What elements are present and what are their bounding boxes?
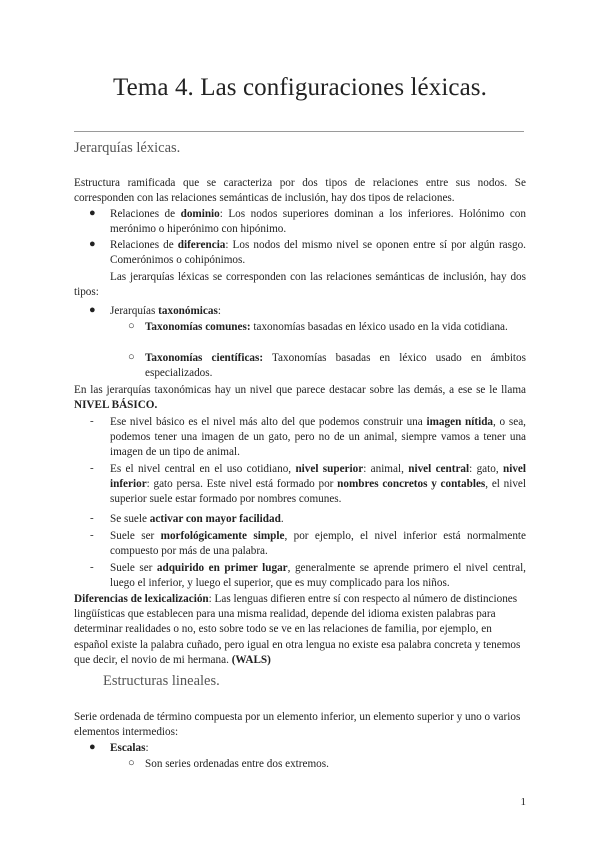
intro-paragraph: Estructura ramificada que se caracteriza por dos tipos de relaciones entre sus nodos. Se corresponden con las relaciones semánticas de inclusión, hay dos tipos de relaciones.: [74, 177, 526, 205]
circle-bullet-icon: ○: [128, 351, 135, 363]
paragraph-estructuras: Serie ordenada de término compuesta por un elemento inferior, un elemento superior y uno o varios elementos intermedios:: [74, 711, 521, 739]
circle-bullet-icon: ○: [128, 757, 135, 769]
sublist-item-escalas: Son series ordenadas entre dos extremos.: [145, 758, 329, 770]
title-divider: [74, 131, 524, 132]
sublist-item-taxonomias-cientificas: Taxonomías científicas: Taxonomías basadas en léxico usado en ámbitos especializados.: [145, 352, 526, 380]
paragraph-nivel-basico: En las jerarquías taxonómicas hay un nivel que parece destacar sobre las demás, a ese se le llama NIVEL BÁSICO.: [74, 384, 526, 412]
dash-item-morfologicamente: Suele ser morfológicamente simple, por ejemplo, el nivel inferior está normalmente compuesto por más de una palabra.: [110, 530, 526, 558]
circle-bullet-icon: ○: [128, 320, 135, 332]
dash-marker: -: [90, 529, 94, 541]
dash-marker: -: [90, 415, 94, 427]
dash-item-nivel-central: Es el nivel central en el uso cotidiano, nivel superior: animal, nivel central: gato, nivel inferior: gato persa. Este nivel está formado por nombres concretos y contables, el nivel superior suele estar formado por nombres comunes.: [110, 463, 526, 506]
dash-item-imagen-nitida: Ese nivel básico es el nivel más alto del que podemos construir una imagen nítida, o sea, podemos tener una imagen de un gato, pero no de un animal, siempre vamos a tener una imagen de un tipo de animal.: [110, 416, 526, 459]
dash-item-activar: Se suele activar con mayor facilidad.: [110, 513, 284, 525]
paragraph-jerarquias-tipos: Las jerarquías léxicas se corresponden con las relaciones semánticas de inclusión, hay dos tipos:: [74, 271, 526, 299]
list-item-taxonomicas: Jerarquías taxonómicas:: [110, 305, 221, 317]
list-item-diferencia: Relaciones de diferencia: Los nodos del mismo nivel se oponen entre sí por algún rasgo. Comerónimos o cohipónimos.: [110, 239, 526, 267]
bullet-icon: ●: [89, 741, 96, 753]
section-heading-estructuras: Estructuras lineales.: [103, 673, 220, 689]
sublist-item-taxonomias-comunes: Taxonomías comunes: taxonomías basadas en léxico usado en la vida cotidiana.: [145, 321, 508, 333]
list-item-dominio: Relaciones de dominio: Los nodos superiores dominan a los inferiores. Holónimo con merónimo o hiperónimo con hipónimo.: [110, 208, 526, 236]
page-title: Tema 4. Las configuraciones léxicas.: [113, 74, 487, 101]
dash-marker: -: [90, 512, 94, 524]
bullet-icon: ●: [89, 238, 96, 250]
page-number: 1: [520, 796, 526, 808]
list-item-escalas: Escalas:: [110, 742, 149, 754]
bullet-icon: ●: [89, 304, 96, 316]
paragraph-lexicalizacion: Diferencias de lexicalización: Las lenguas difieren entre sí con respecto al número de distinciones lingüísticas que establecen para una misma realidad, depende del idioma existen palabras para determinar realidades o no, esto sobre todo se ve en las relaciones de familia, por ejemplo, en español existe la palabra cuñado, pero igual en otra lengua no existe esa palabra concreta y tenemos que decir, el novio de mi hermana. (WALS): [74, 593, 521, 666]
section-heading-jerarquias: Jerarquías léxicas.: [74, 140, 181, 156]
dash-marker: -: [90, 561, 94, 573]
bullet-icon: ●: [89, 207, 96, 219]
dash-marker: -: [90, 462, 94, 474]
dash-item-adquirido: Suele ser adquirido en primer lugar, generalmente se aprende primero el nivel central, luego el inferior, y luego el superior, que es muy complicado para los niños.: [110, 562, 526, 590]
